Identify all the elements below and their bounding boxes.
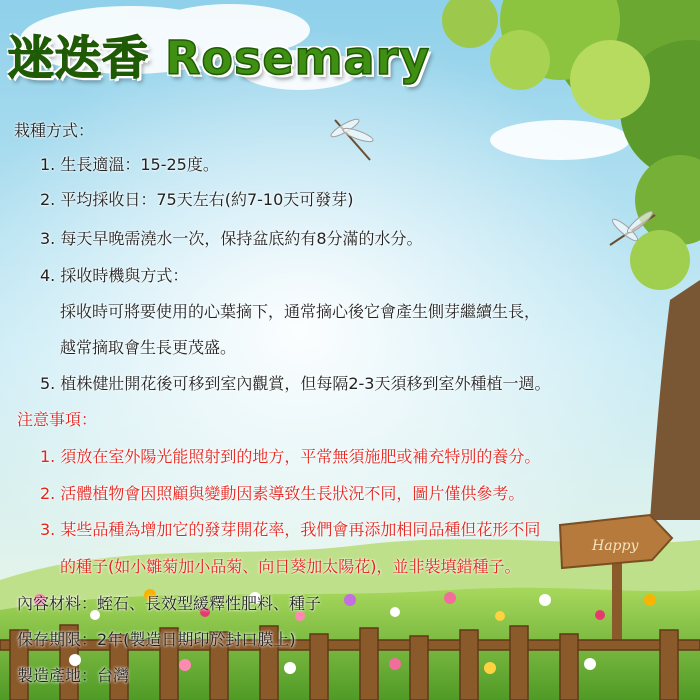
- sign-text: Happy: [592, 538, 639, 554]
- planting-heading: 栽種方式：: [14, 121, 95, 140]
- notes-heading: 注意事項：: [17, 410, 98, 429]
- info-origin: 製造產地：台灣: [17, 666, 130, 685]
- title-english: Rosemary: [165, 31, 431, 85]
- note-item-3: 3. 某些品種為增加它的發芽開花率，我們會再添加相同品種但花形不同: [40, 520, 541, 539]
- planting-item-2: 2. 平均採收日：75天左右(約7-10天可發芽): [40, 190, 354, 209]
- planting-item-4-detail-1: 採收時可將要使用的心葉摘下，通常摘心後它會產生側芽繼續生長，: [60, 302, 541, 321]
- note-item-3-detail: 的種子(如小雛菊加小品菊、向日葵加太陽花)，並非裝填錯種子。: [60, 557, 521, 576]
- planting-item-4-detail-2: 越常摘取會生長更茂盛。: [60, 338, 237, 357]
- info-shelf-life: 保存期限：2年(製造日期印於封口膜上): [17, 630, 296, 649]
- note-item-2: 2. 活體植物會因照顧與變動因素導致生長狀況不同，圖片僅供參考。: [40, 484, 525, 503]
- info-materials: 內容材料：蛭石、長效型緩釋性肥料、種子: [17, 594, 322, 613]
- planting-item-4: 4. 採收時機與方式：: [40, 266, 189, 285]
- planting-item-5: 5. 植株健壯開花後可移到室內觀賞，但每隔2-3天須移到室外種植一週。: [40, 374, 551, 393]
- note-item-1: 1. 須放在室外陽光能照射到的地方，平常無須施肥或補充特別的養分。: [40, 447, 541, 466]
- title-chinese: 迷迭香: [8, 31, 149, 85]
- planting-item-3: 3. 每天早晚需澆水一次，保持盆底約有8分滿的水分。: [40, 229, 423, 248]
- planting-item-1: 1. 生長適溫：15-25度。: [40, 155, 219, 174]
- product-title: [8, 32, 430, 84]
